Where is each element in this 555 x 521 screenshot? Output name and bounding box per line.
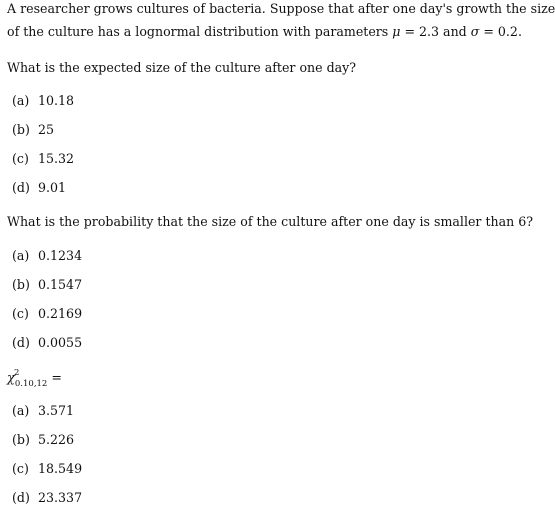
q1-option-c-label: (c) [12,151,29,166]
q1-option-b-label: (b) [12,122,30,137]
q1-option-a-value: 10.18 [38,93,75,108]
q2-option-d[interactable] [12,335,82,351]
q1-option-b-value: 25 [38,122,55,137]
mu-value: = 2.3 and [400,24,471,39]
question-1-text: What is the expected size of the culture after one day? [7,60,357,75]
q1-option-a[interactable] [12,93,74,109]
q2-option-c-label: (c) [12,306,29,321]
q2-option-b-label: (b) [12,277,30,292]
q1-option-d-label: (d) [12,180,30,195]
q3-option-a-label: (a) [12,403,30,418]
q3-option-b-label: (b) [12,432,30,447]
q1-option-d-value: 9.01 [38,180,67,195]
q2-option-c[interactable] [12,306,82,322]
intro-line-2 [7,24,522,40]
q1-option-c[interactable] [12,151,74,167]
q3-option-c-label: (c) [12,461,29,476]
q3-option-c-value: 18.549 [38,461,83,476]
q3-option-d-value: 23.337 [38,490,83,505]
q3-option-a-value: 3.571 [38,403,75,418]
q2-option-a-value: 0.1234 [38,248,83,263]
intro-line-2-text: of the culture has a lognormal distribution with parameters [7,24,393,39]
q3-option-b-value: 5.226 [38,432,75,447]
chi-equals: = [47,370,62,385]
q2-option-d-value: 0.0055 [38,335,83,350]
q2-option-b[interactable] [12,277,82,293]
intro-line-1: A researcher grows cultures of bacteria. Suppose that after one day's growth the size [7,1,555,16]
chi-square-symbol [7,370,47,388]
chi-superscript: 2 [14,368,20,378]
q2-option-d-label: (d) [12,335,30,350]
sigma-value: = 0.2. [479,24,522,39]
question-3-expression [7,370,62,388]
q1-option-c-value: 15.32 [38,151,75,166]
chi-letter: χ [7,371,15,386]
mu-symbol: μ [392,24,401,39]
q3-option-b[interactable] [12,432,74,448]
q3-option-a[interactable] [12,403,74,419]
q3-option-c[interactable] [12,461,82,477]
chi-subscript: 0.10,12 [14,379,48,389]
q3-option-d-label: (d) [12,490,30,505]
q2-option-b-value: 0.1547 [38,277,83,292]
sigma-symbol: σ [470,24,480,39]
q1-option-b[interactable] [12,122,54,138]
q3-option-d[interactable] [12,490,82,506]
q2-option-a-label: (a) [12,248,30,263]
question-2-text: What is the probability that the size of the culture after one day is smaller than 6? [7,214,534,229]
q1-option-d[interactable] [12,180,66,196]
q2-option-c-value: 0.2169 [38,306,83,321]
q2-option-a[interactable] [12,248,82,264]
q1-option-a-label: (a) [12,93,30,108]
